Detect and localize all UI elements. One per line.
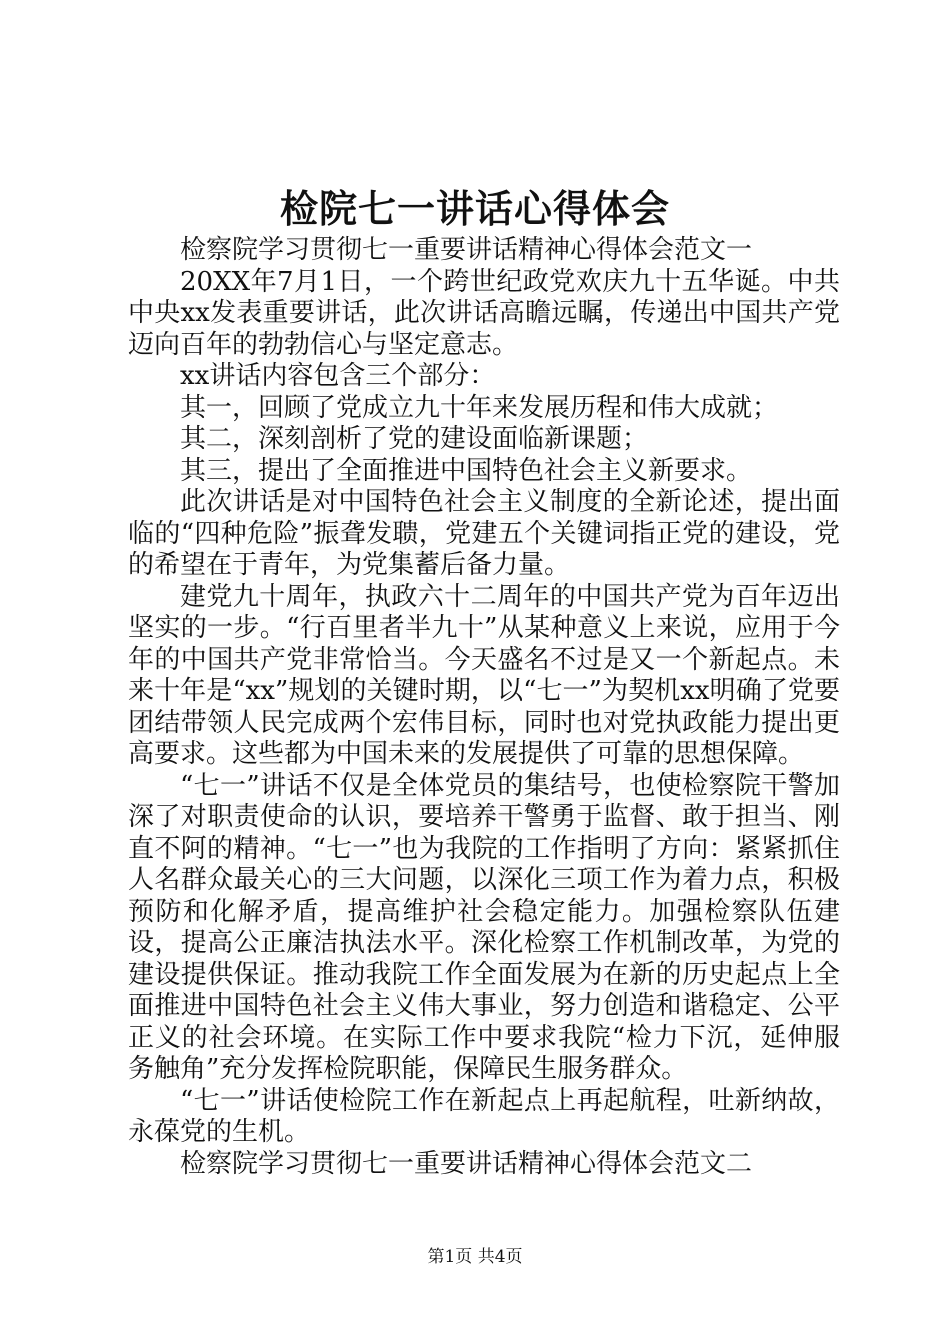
document-body xyxy=(128,235,840,1180)
paragraph: 其二，深刻剖析了党的建设面临新课题； xyxy=(180,424,649,454)
paragraph: “七一”讲话不仅是全体党员的集结号，也使检察院干警加深了对职责使命的认识，要培养干警勇于监督、敢于担当、刚直不阿的精神。“七一”也为我院的工作指明了方向：紧紧抓住人名群众最关心的三大问题，以深化三项工作为着力点，积极预防和化解矛盾，提高维护社会稳定能力。加强检察队伍建设，提高公正廉洁执法水平。深化检察工作机制改革，为党的建设提供保证。推动我院工作全面发展为在新的历史起点上全面推进中国特色社会主义伟大事业，努力创造和谐稳定、公平正义的社会环境。在实际工作中要求我院“检力下沉，延伸服务触角”充分发挥检院职能，保障民生服务群众。 xyxy=(128,770,840,1084)
paragraph: 其一，回顾了党成立九十年来发展历程和伟大成就； xyxy=(180,392,779,423)
paragraph: 其三，提出了全面推进中国特色社会主义新要求。 xyxy=(180,455,753,486)
paragraph-heading-2: 检察院学习贯彻七一重要讲话精神心得体会范文二 xyxy=(180,1148,753,1179)
paragraph: 此次讲话是对中国特色社会主义制度的全新论述，提出面临的“四种危险”振聋发聩，党建五个关键词指正党的建设，党的希望在于青年，为党集蓄后备力量。 xyxy=(128,487,840,580)
document-title: 检院七一讲话心得体会 xyxy=(279,186,670,231)
paragraph: “七一”讲话使检院工作在新起点上再起航程，吐新纳故，永葆党的生机。 xyxy=(128,1085,840,1147)
paragraph: 20XX年7月1日，一个跨世纪政党欢庆九十五华诞。中共中央xx发表重要讲话，此次讲话高瞻远瞩，传递出中国共产党迈向百年的勃勃信心与坚定意志。 xyxy=(128,266,840,360)
paragraph-heading-1: 检察院学习贯彻七一重要讲话精神心得体会范文一 xyxy=(180,235,753,265)
page-footer: 第1页 共4页 xyxy=(427,1247,523,1267)
paragraph: 建党九十周年，执政六十二周年的中国共产党为百年迈出坚实的一步。“行百里者半九十”从某种意义上来说，应用于今年的中国共产党非常恰当。今天盛名不过是又一个新起点。未来十年是“xx”规划的关键时期，以“七一”为契机xx明确了党要团结带领人民完成两个宏伟目标，同时也对党执政能力提出更高要求。这些都为中国未来的发展提供了可靠的思想保障。 xyxy=(128,581,840,769)
paragraph: xx讲话内容包含三个部分： xyxy=(180,361,496,391)
